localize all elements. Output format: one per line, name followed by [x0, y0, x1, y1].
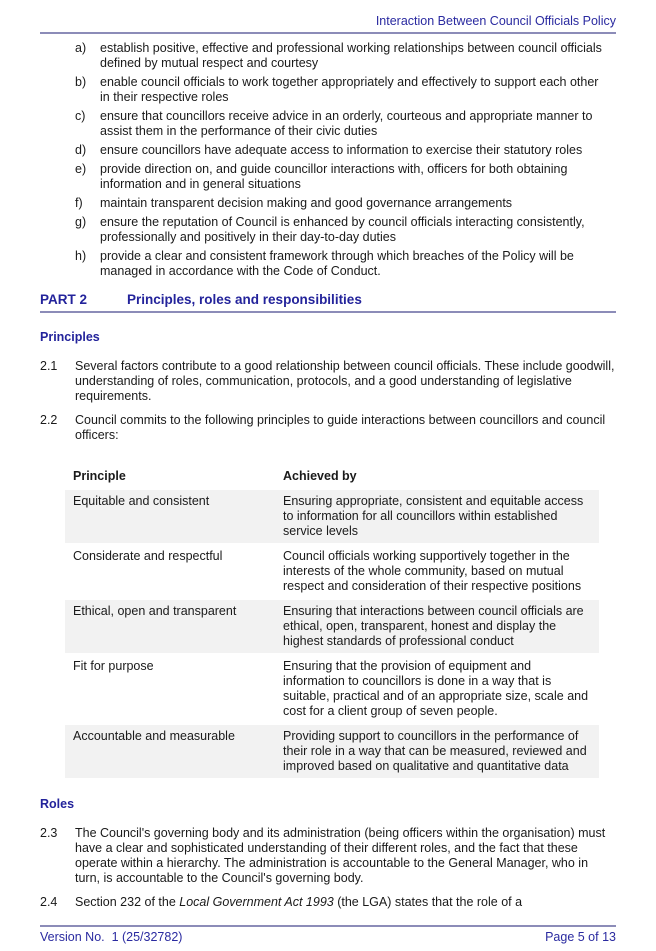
- list-item-label: e): [75, 162, 87, 176]
- list-item-label: d): [75, 143, 87, 157]
- list-item-b: [75, 75, 606, 105]
- list-item-text: establish positive, effective and professional working relationships between council officials defined by mutual respect and courtesy: [100, 41, 602, 70]
- achieved-by-cell: Providing support to councillors in the performance of their role in a way that can be measured, reviewed and improved based on qualitative and quantitative data: [275, 725, 599, 778]
- list-item-label: a): [75, 41, 87, 55]
- list-item-label: g): [75, 215, 87, 229]
- table-header-principle: Principle: [65, 467, 275, 488]
- table-row: [65, 655, 599, 723]
- footer-row: [40, 930, 616, 945]
- principle-cell: Considerate and respectful: [73, 549, 223, 563]
- clause-number: 2.1: [40, 359, 58, 373]
- principle-cell: Ethical, open and transparent: [65, 600, 275, 653]
- table-header-achieved-by: Achieved by: [275, 467, 599, 488]
- header-rule: [40, 32, 616, 34]
- clause-2-2: [40, 413, 616, 443]
- achieved-by-cell: Council officials working supportively together in the interests of the whole community, based on mutual respect and consideration of their respective positions: [283, 549, 582, 593]
- list-item-text: enable council officials to work together appropriately and effectively to support each other in their respective roles: [100, 75, 599, 104]
- list-item-text: ensure that councillors receive advice in an orderly, courteous and appropriate manner to assist them in the performance of their civic duties: [100, 109, 593, 138]
- principle-cell: Accountable and measurable: [65, 725, 275, 778]
- part2-number: PART 2: [40, 292, 88, 307]
- list-item-label: c): [75, 109, 86, 123]
- clause-number: 2.4: [40, 895, 58, 909]
- clause-text: Several factors contribute to a good relationship between council officials. These include goodwill, understanding of roles, communication, protocols, and a good understanding of legislative requirements.: [75, 359, 615, 403]
- list-item-d: [75, 143, 606, 158]
- achieved-by-cell: Ensuring that interactions between council officials are ethical, open, transparent, honest and display the highest standards of professional conduct: [275, 600, 599, 653]
- achieved-by-cell: Ensuring that the provision of equipment and information to councillors is done in a way that is suitable, practical and of an appropriate size, scale and cost for a client group of seven people.: [283, 659, 589, 718]
- clause-2-1: [40, 359, 616, 404]
- list-item-label: f): [75, 196, 83, 210]
- list-item-e: [75, 162, 606, 192]
- clause-text: The Council's governing body and its administration (being officers within the organisation) must have a clear and sophisticated understanding of their different roles, and the fact that these operate within a hierarchy. The administration is accountable to the General Manager, who in turn, is accountable to the Council's governing body.: [75, 826, 606, 885]
- table-row: [65, 600, 599, 653]
- list-item-c: [75, 109, 606, 139]
- table-row: [65, 545, 599, 598]
- clause-text-before: Section 232 of the: [75, 895, 180, 909]
- clause-number: 2.3: [40, 826, 58, 840]
- clause-number: 2.2: [40, 413, 58, 427]
- page-header-title: Interaction Between Council Officials Policy: [375, 14, 616, 28]
- act-title-italic: Local Government Act 1993: [179, 895, 334, 909]
- part2-title: Principles, roles and responsibilities: [127, 292, 362, 307]
- clause-2-3: [40, 826, 616, 886]
- list-item-f: [75, 196, 606, 211]
- list-item-label: b): [75, 75, 87, 89]
- list-item-text: ensure the reputation of Council is enhanced by council officials interacting consistently, professionally and positively in their day-to-day duties: [100, 215, 585, 244]
- table-row: [65, 490, 599, 543]
- list-item-text: maintain transparent decision making and good governance arrangements: [100, 196, 513, 210]
- clause-text-after: (the LGA) states that the role of a: [333, 895, 523, 909]
- principle-cell: Fit for purpose: [73, 659, 154, 673]
- principle-cell: Equitable and consistent: [65, 490, 275, 543]
- table-row: [65, 725, 599, 778]
- list-item-label: h): [75, 249, 87, 263]
- list-item-h: [75, 249, 606, 279]
- achieved-by-cell: Ensuring appropriate, consistent and equitable access to information for all councillors within established service levels: [275, 490, 599, 543]
- list-item-text: ensure councillors have adequate access to information to exercise their statutory roles: [100, 143, 583, 157]
- section-heading-principles: Principles: [40, 330, 100, 344]
- clause-2-4: [40, 895, 616, 910]
- table-header-row: [65, 467, 599, 488]
- list-item-text: provide direction on, and guide councillor interactions with, officers for both obtaining information and in general situations: [100, 162, 568, 191]
- footer-version: Version No. 1 (25/32782): [40, 930, 183, 944]
- clause-text: [75, 895, 616, 910]
- principles-table: [65, 465, 599, 780]
- section-heading-roles: Roles: [40, 797, 75, 811]
- part2-heading: [40, 292, 616, 313]
- clause-text: Council commits to the following principles to guide interactions between councillors and council officers:: [75, 413, 606, 442]
- footer-page-number: Page 5 of 13: [545, 930, 616, 944]
- list-item-g: [75, 215, 606, 245]
- objectives-list: [75, 41, 606, 279]
- page-footer: [40, 925, 616, 945]
- list-item-text: provide a clear and consistent framework through which breaches of the Policy will be managed in accordance with the Code of Conduct.: [100, 249, 574, 278]
- list-item-a: [75, 41, 606, 71]
